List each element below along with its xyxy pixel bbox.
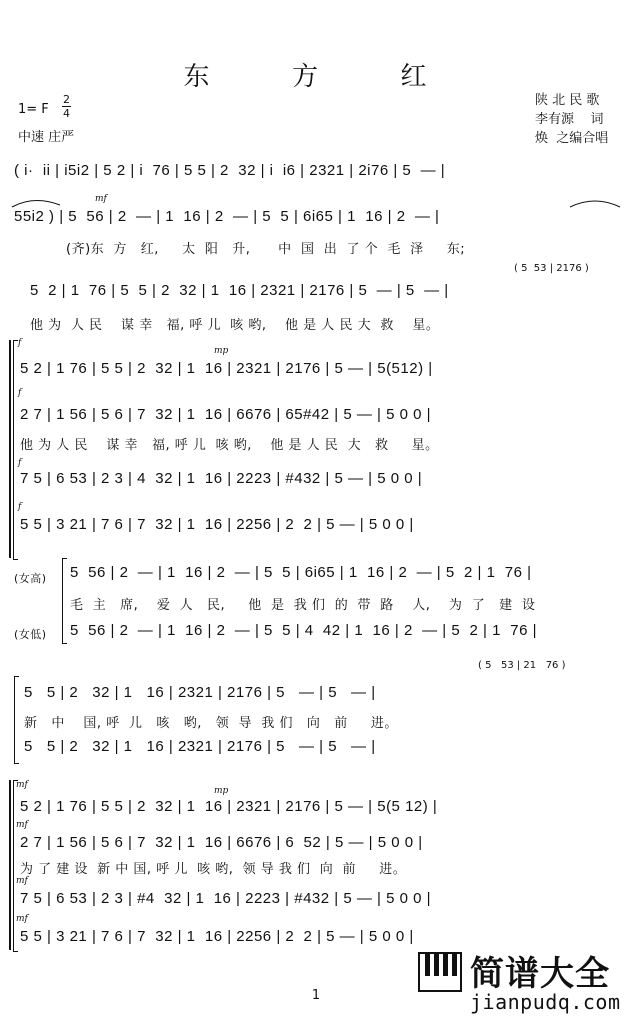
site-url[interactable]: jianpudq.com xyxy=(470,990,621,1014)
s5-part4-notes: 5 5 | 3 21 | 7 6 | 7 32 | 1 16 | 2256 | 2 2 | 5 — | 5 0 0 | xyxy=(20,928,414,945)
section4-lyrics: 新 中 国, 呼 儿 咳 哟, 领 导 我 们 向 前 进。 xyxy=(24,716,398,731)
interlude-notes-1: ( 5 53 | 2176 ) xyxy=(514,263,589,274)
dynamic-mp: mp xyxy=(214,786,229,796)
dynamic-mf: mf xyxy=(16,780,28,790)
melody-line-3: 5 2 | 1 76 | 5 5 | 2 32 | 1 16 | 2321 | 2176 | 5 — | 5 — | xyxy=(30,282,449,299)
label-soprano: (女高) xyxy=(14,572,47,585)
section3-lyrics: 毛 主 席, 爱 人 民, 他 是 我 们 的 带 路 人, 为 了 建 设 xyxy=(70,598,536,613)
system-bracket-4 xyxy=(14,676,19,764)
piano-logo-icon xyxy=(418,952,462,992)
lyrics-line-2: (齐)东 方 红, 太 阳 升, 中 国 出 了 个 毛 泽 东; xyxy=(66,242,466,257)
lyrics-line-3: 他 为 人 民 谋 幸 福, 呼 儿 咳 哟, 他 是 人 民 大 救 星。 xyxy=(30,318,440,333)
dynamic-mf: mf xyxy=(95,194,107,204)
credit-origin: 陕 北 民 歌 xyxy=(535,93,600,108)
song-title: 东 方 红 xyxy=(183,62,449,92)
dynamic-f: f xyxy=(18,338,22,348)
intro-notes: ( i· ii | i5i2 | 5 2 | i 76 | 5 5 | 2 32 | i i6 | 2321 | 2i76 | 5 — | xyxy=(14,162,446,179)
time-signature-denominator: 4 xyxy=(63,107,70,120)
soprano-notes: 5 56 | 2 — | 1 16 | 2 — | 5 5 | 6i65 | 1 16 | 2 — | 5 2 | 1 76 | xyxy=(70,564,532,581)
dynamic-mp: mp xyxy=(214,346,229,356)
credit-lyricist: 李有源 词 xyxy=(535,112,604,127)
dynamic-f: f xyxy=(18,502,22,512)
label-alto: (女低) xyxy=(14,628,47,641)
site-logo-text: 简谱大全 xyxy=(470,954,610,994)
part1-notes: 5 2 | 1 76 | 5 5 | 2 32 | 1 16 | 2321 | 2176 | 5 — | 5(512) | xyxy=(20,360,433,377)
system-bracket-2 xyxy=(13,340,18,560)
section4-alto-notes: 5 5 | 2 32 | 1 16 | 2321 | 2176 | 5 — | 5 — | xyxy=(24,738,376,755)
s5-part1-notes: 5 2 | 1 76 | 5 5 | 2 32 | 1 16 | 2321 | 2176 | 5 — | 5(5 12) | xyxy=(20,798,438,815)
system-brace-5 xyxy=(9,780,11,950)
time-signature-numerator: 2 xyxy=(63,93,70,106)
dynamic-mf: mf xyxy=(16,914,28,924)
dynamic-f: f xyxy=(18,458,22,468)
tempo-marking: 中速 庄严 xyxy=(18,130,75,145)
dynamic-mf: mf xyxy=(16,876,28,886)
melody-line-2: 55i2 ) | 5 56 | 2 — | 1 16 | 2 — | 5 5 | 6i65 | 1 16 | 2 — | xyxy=(14,208,440,225)
s5-part2-notes: 2 7 | 1 56 | 5 6 | 7 32 | 1 16 | 6676 | 6 52 | 5 — | 5 0 0 | xyxy=(20,834,423,851)
system-bracket-3 xyxy=(62,558,67,644)
part2-notes: 2 7 | 1 56 | 5 6 | 7 32 | 1 16 | 6676 | 65#42 | 5 — | 5 0 0 | xyxy=(20,406,431,423)
s5-part3-notes: 7 5 | 6 53 | 2 3 | #4 32 | 1 16 | 2223 | #432 | 5 — | 5 0 0 | xyxy=(20,890,431,907)
part3-notes: 7 5 | 6 53 | 2 3 | 4 32 | 1 16 | 2223 | #432 | 5 — | 5 0 0 | xyxy=(20,470,423,487)
system-brace-2 xyxy=(9,340,11,558)
interlude-notes-2: ( 5 53 | 21 76 ) xyxy=(478,660,566,671)
system-bracket-5 xyxy=(13,780,18,952)
key-signature: 1= F xyxy=(18,102,49,117)
page-number: 1 xyxy=(311,988,321,1003)
credit-arranger: 焕 之编合唱 xyxy=(535,131,609,146)
section4-soprano-notes: 5 5 | 2 32 | 1 16 | 2321 | 2176 | 5 — | 5 — | xyxy=(24,684,376,701)
dynamic-mf: mf xyxy=(16,820,28,830)
alto-notes: 5 56 | 2 — | 1 16 | 2 — | 5 5 | 4 42 | 1 16 | 2 — | 5 2 | 1 76 | xyxy=(70,622,538,639)
s5-lyrics: 为 了 建 设 新 中 国, 呼 儿 咳 哟, 领 导 我 们 向 前 进。 xyxy=(20,862,407,877)
part-lyrics: 他 为 人 民 谋 幸 福, 呼 儿 咳 哟, 他 是 人 民 大 救 星。 xyxy=(20,438,439,453)
part4-notes: 5 5 | 3 21 | 7 6 | 7 32 | 1 16 | 2256 | 2 2 | 5 — | 5 0 0 | xyxy=(20,516,414,533)
dynamic-f: f xyxy=(18,388,22,398)
